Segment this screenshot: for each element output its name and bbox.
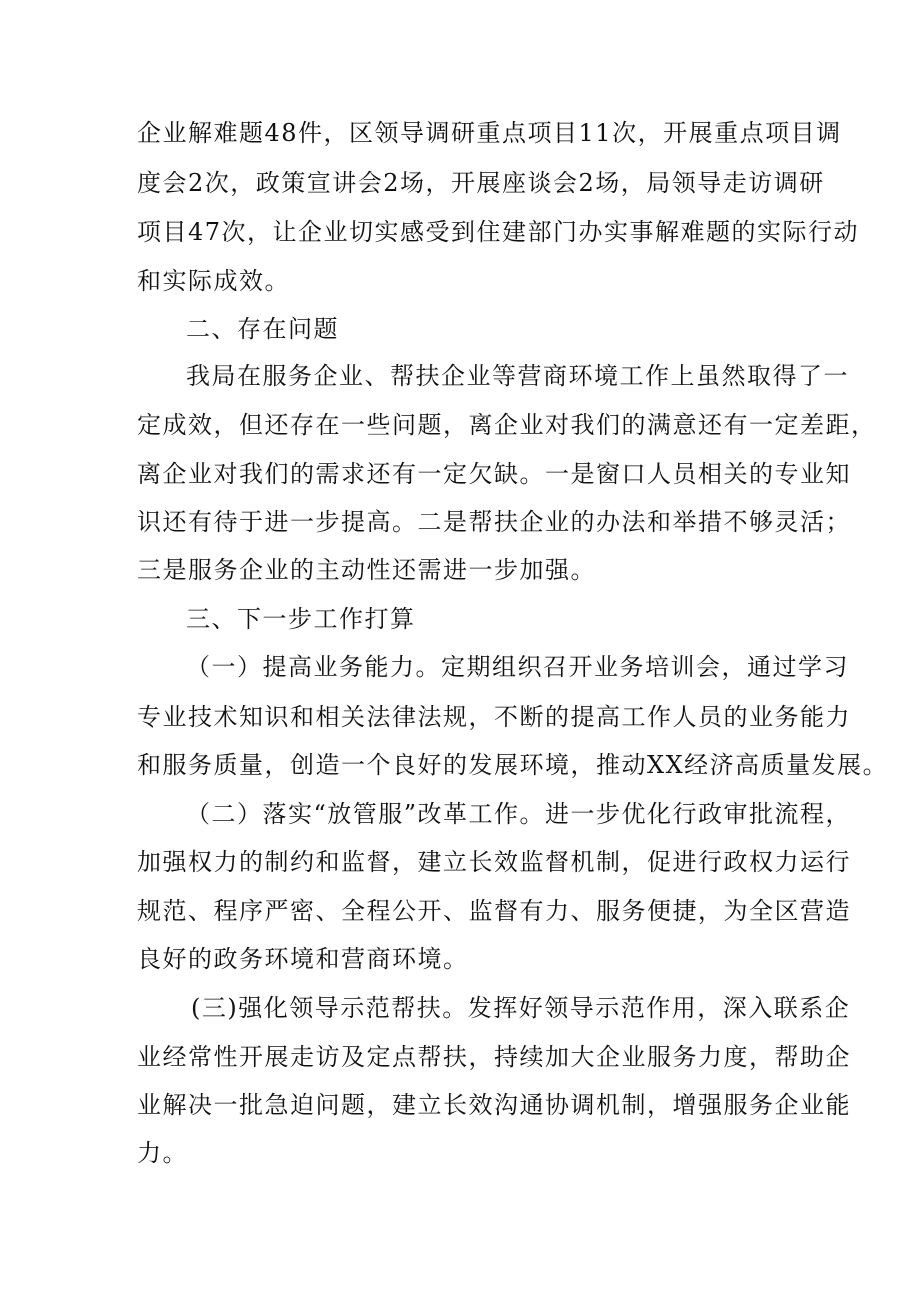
section-heading-problems: 二、存在问题 [186, 315, 339, 343]
paragraph-2-line-4: 识还有待于进一步提高。二是帮扶企业的办法和举措不够灵活； [137, 508, 851, 536]
paragraph-2-line-3: 离企业对我们的需求还有一定欠缺。一是窗口人员相关的专业知 [137, 460, 851, 488]
paragraph-1-line-1: 企业解难题48件，区领导调研重点项目11次，开展重点项目调 [137, 119, 842, 147]
paragraph-1-line-4: 和实际成效。 [137, 267, 290, 295]
paragraph-4-line-4: 良好的政务环境和营商环境。 [137, 945, 469, 973]
paragraph-1-line-3: 项目47次，让企业切实感受到住建部门办实事解难题的实际行动 [137, 218, 860, 246]
paragraph-4-line-3: 规范、程序严密、全程公开、监督有力、服务便捷，为全区营造 [137, 897, 851, 925]
paragraph-3-line-2: 专业技术知识和相关法律法规，不断的提高工作人员的业务能力 [137, 703, 851, 731]
section-heading-next-steps: 三、下一步工作打算 [186, 605, 416, 633]
paragraph-2-line-5: 三是服务企业的主动性还需进一步加强。 [137, 556, 596, 584]
paragraph-4-line-1: （二）落实“放管服”改革工作。进一步优化行政审批流程， [186, 800, 852, 828]
paragraph-2-line-1: 我局在服务企业、帮扶企业等营商环境工作上虽然取得了一 [186, 362, 849, 390]
paragraph-5-line-2: 业经常性开展走访及定点帮扶，持续加大企业服务力度，帮助企 [137, 1043, 851, 1071]
paragraph-2-line-2: 定成效，但还存在一些问题，离企业对我们的满意还有一定差距， [137, 411, 877, 439]
paragraph-5-line-3: 业解决一批急迫问题，建立长效沟通协调机制，增强服务企业能 [137, 1091, 851, 1119]
paragraph-4-line-2: 加强权力的制约和监督，建立长效监督机制，促进行政权力运行 [137, 848, 851, 876]
paragraph-5-line-4: 力。 [137, 1139, 188, 1167]
paragraph-3-line-1: （一）提高业务能力。定期组织召开业务培训会，通过学习 [186, 653, 849, 681]
paragraph-3-line-3: 和服务质量，创造一个良好的发展环境，推动XX经济高质量发展。 [137, 751, 889, 779]
paragraph-5-line-1: (三)强化领导示范帮扶。发挥好领导示范作用，深入联系企 [191, 994, 851, 1022]
paragraph-1-line-2: 度会2次，政策宣讲会2场，开展座谈会2场，局领导走访调研 [137, 169, 825, 197]
